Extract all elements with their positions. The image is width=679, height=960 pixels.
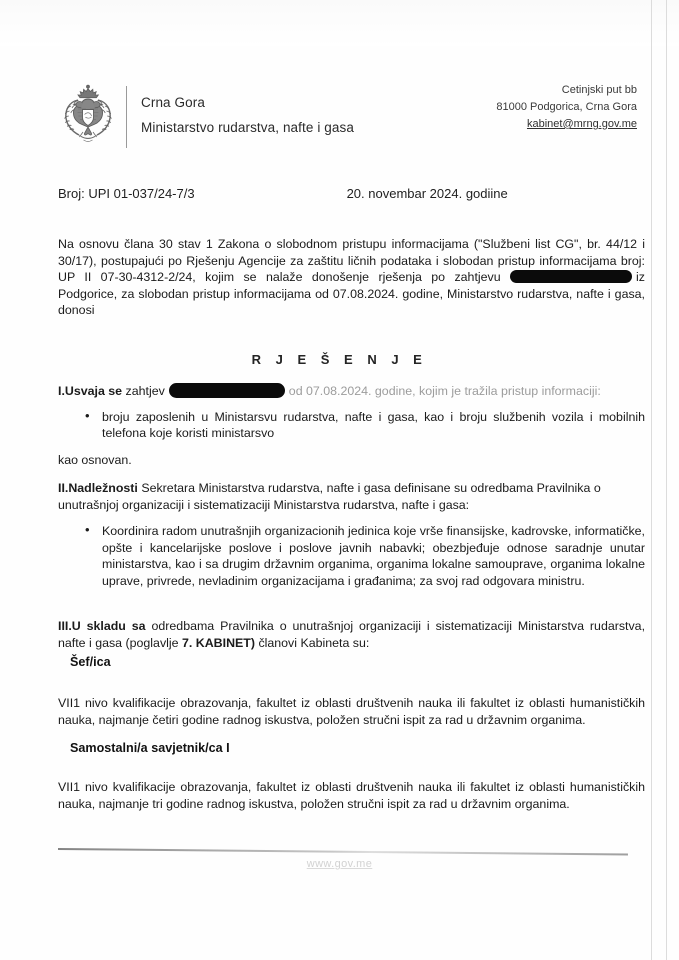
- section-i-lead: [58, 383, 645, 400]
- footer-divider: [58, 848, 628, 855]
- role-requirements-text: VII1 nivo kvalifikacije obrazovanja, fakultet iz oblasti društvenih nauka ili fakultet iz oblasti humanističkih nauka, najmanje tri godine radnog iskustva, položen stručni ispit za rad u državnim organima.: [58, 780, 645, 811]
- reference-row: [58, 186, 637, 201]
- redacted-name-bar: [510, 270, 632, 283]
- section-iii: [58, 618, 645, 651]
- document-date: 20. novembar 2024. godiine: [346, 186, 508, 201]
- role-title: Samostalni/a savjetnik/ca I: [70, 741, 230, 755]
- footer-url[interactable]: www.gov.me: [306, 858, 373, 870]
- role-requirements-2: [58, 768, 645, 812]
- ministry-name: Ministarstvo rudarstva, nafte i gasa: [141, 120, 354, 135]
- section-ii-lead-rest: Sekretara Ministarstva rudarstva, nafte i gasa definisane su odredbama Pravilnika o unutrašnjoj organizaciji i sistematizaciji Ministarstva rudarstva, nafte i gasa:: [58, 481, 601, 512]
- role-requirements-1: [58, 684, 645, 728]
- section-ii-lead: [58, 480, 645, 513]
- section-ii-bullet-list: [58, 523, 645, 589]
- montenegro-coat-of-arms-icon: [62, 84, 114, 150]
- intro-block: [58, 236, 645, 319]
- section-i-heading: I.Usvaja se: [58, 384, 123, 398]
- section-i-after-redaction: od 07.08.2024. godine, kojim je tražila pristup informaciji:: [288, 384, 601, 398]
- list-item: • broju zaposlenih u Ministarsvu rudarstva, nafte i gasa, kao i broju službenih vozila i mobilnih telefona koje koristi ministarsvo: [102, 409, 645, 442]
- contact-city: 81000 Podgorica, Crna Gora: [496, 101, 637, 113]
- intro-text-part2: iz Podgorice, za slobodan pristup informacijama od 07.08.2024. godine, Ministarstvo rudarstva, nafte i gasa, donosi: [58, 270, 645, 318]
- contact-block: [496, 82, 637, 133]
- section-iii-lead-rest: odredbama Pravilnika o unutrašnjoj organizaciji i sistematizaciji Ministarstva rudarstva, nafte i gasa (poglavlje: [58, 619, 646, 650]
- country-name: Crna Gora: [141, 95, 205, 110]
- section-ii-heading: II.Nadležnosti: [58, 481, 138, 495]
- role-block-1: [58, 655, 645, 669]
- section-i-bullet-list: [58, 409, 645, 442]
- section-iii-tail: članovi Kabineta su:: [258, 635, 370, 650]
- letterhead-divider: [126, 86, 127, 148]
- contact-street: Cetinjski put bb: [561, 84, 637, 96]
- list-item: • Koordinira radom unutrašnjih organizacionih jedinica koje vrše finansijske, kadrovske, informatičke, opšte i kancelarijske poslove i poslove javnih nabavki; obezbjeđuje odnose saradnje unutar ministarstva, kao i sa drugim državnim organima, organima lokalne samouprave, organima lokalne uprave, privrede, nevladinim organizacijama i građanima; za svoj rad odgovara ministru.: [102, 523, 645, 589]
- section-iii-heading: III.U skladu sa: [58, 619, 146, 633]
- role-title: Šef/ica: [70, 655, 111, 669]
- intro-paragraph: [58, 236, 645, 319]
- letterhead: [62, 84, 354, 150]
- role-block-2: [58, 741, 645, 755]
- section-iii-lead: [58, 618, 645, 651]
- redacted-name-bar: [169, 383, 285, 398]
- page-title: R J E Š E N J E: [251, 352, 428, 367]
- letterhead-text: [141, 84, 354, 140]
- intro-text-part1: Na osnovu člana 30 stav 1 Zakona o slobodnom pristupu informacijama ("Službeni list CG", br. 44/12 i 30/17), postupajući po Rješenju Agencije za zaštitu ličnih podataka i slobodan pristup informacijama broj: UP II 07-30-4312-2/24, kojim se nalaže donošenje rješenja po zahtjevu: [58, 237, 645, 285]
- document-number: Broj: UPI 01-037/24-7/3: [58, 186, 195, 201]
- section-i-lead-rest: zahtjev: [125, 384, 165, 398]
- section-i: [58, 383, 645, 444]
- role-requirements-text: VII1 nivo kvalifikacije obrazovanja, fakultet iz oblasti društvenih nauka ili fakultet iz oblasti humanističkih nauka, najmanje četiri godine radnog iskustva, položen stručni ispit za rad u državnim organima.: [58, 696, 645, 727]
- contact-email-link[interactable]: kabinet@mrng.gov.me: [526, 118, 637, 130]
- section-i-closing: kao osnovan.: [58, 453, 132, 467]
- section-iii-chapter: 7. KABINET): [182, 635, 255, 650]
- section-ii: [58, 480, 645, 592]
